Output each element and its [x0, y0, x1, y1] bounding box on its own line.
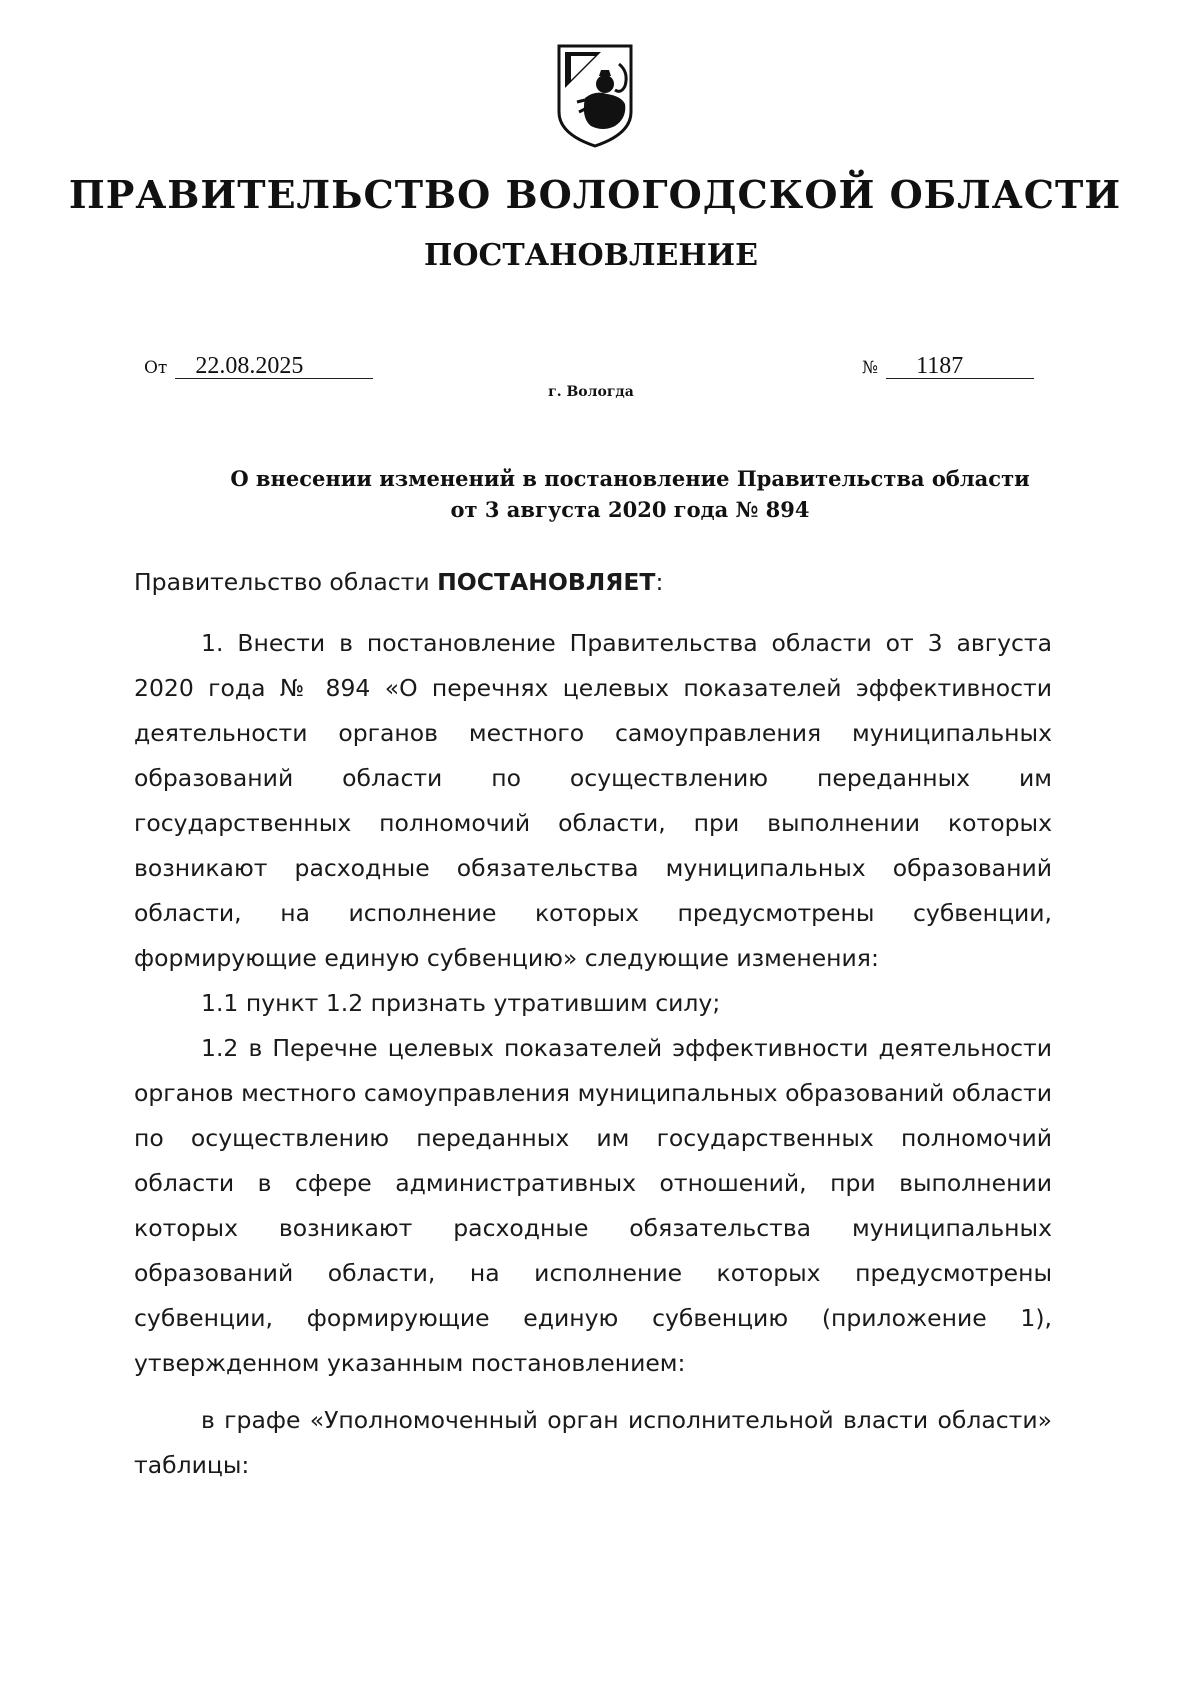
paragraph-1: 1. Внести в постановление Правительства области от 3 августа 2020 года № 894 «О перечнях целевых показателей эффективности деятельности органов местного самоуправления муниципальных образований области по осуществлению переданных им государственных полномочий области, при выполнении которых возникают расходные обязательства муниципальных образований области, на исполнение которых предусмотрены субвенции, формирующие единую субвенцию» следующие изменения: — [134, 629, 1052, 972]
resolution-intro — [134, 560, 1052, 605]
subject-line-2: от 3 августа 2020 года № 894 — [450, 497, 810, 522]
intro-suffix: : — [655, 568, 664, 596]
document-subject — [165, 463, 1095, 525]
document-body — [134, 560, 1052, 1488]
government-title: ПРАВИТЕЛЬСТВО ВОЛОГОДСКОЙ ОБЛАСТИ — [68, 172, 1122, 217]
date-value: 22.08.2025 — [175, 354, 373, 379]
number-value: 1187 — [886, 354, 1034, 379]
city-label: г. Вологда — [548, 384, 634, 400]
number-field — [862, 353, 1034, 380]
paragraph-1-2: 1.2 в Перечне целевых показателей эффективности деятельности органов местного самоуправления муниципальных образований области по осуществлению переданных им государственных полномочий области в сфере административных отношений, при выполнении которых возникают расходные обязательства муниципальных образований области, на исполнение которых предусмотрены субвенции, формирующие единую субвенцию (приложение 1), утвержденном указанным постановлением: — [134, 1034, 1052, 1377]
paragraph-column-change: в графе «Уполномоченный орган исполнительной власти области» таблицы: — [134, 1406, 1052, 1479]
vologda-coat-of-arms-icon — [555, 42, 635, 150]
document-type: ПОСТАНОВЛЕНИЕ — [424, 238, 758, 273]
subject-line-1: О внесении изменений в постановление Правительства области — [230, 466, 1030, 491]
intro-keyword: ПОСТАНОВЛЯЕТ — [437, 568, 656, 596]
date-label: От — [144, 358, 168, 378]
number-label: № — [862, 358, 879, 378]
date-field — [144, 353, 373, 380]
intro-prefix: Правительство области — [134, 568, 438, 596]
paragraph-1-1: 1.1 пункт 1.2 признать утратившим силу; — [201, 989, 721, 1017]
